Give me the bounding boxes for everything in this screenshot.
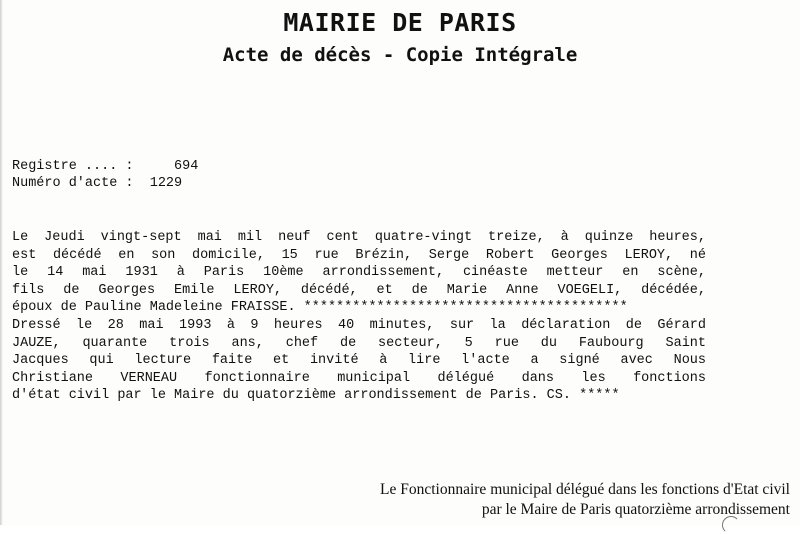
signature-block <box>380 480 790 520</box>
deed-line: Christiane VERNEAU fonctionnaire municipal délégué dans les fonctions <box>12 370 706 386</box>
deed-line: Le Jeudi vingt-sept mai mil neuf cent quatre-vingt treize, à quinze heures, <box>12 230 706 245</box>
deed-line: d'état civil par le Maire du quatorzième arrondissement de Paris. CS. ***** <box>12 388 620 404</box>
scan-edge-shadow <box>0 0 3 525</box>
page-subtitle: Acte de décès - Copie Intégrale <box>222 44 578 66</box>
registry-block <box>12 158 198 192</box>
deed-line: Dressé le 28 mai 1993 à 9 heures 40 minutes, sur la déclaration de Gérard <box>12 317 706 333</box>
deed-line: JAUZE, quarante trois ans, chef de secteur, 5 rue du Faubourg Saint <box>12 335 706 351</box>
acte-label: Numéro d'acte : <box>12 176 134 191</box>
deed-body <box>12 229 706 405</box>
signature-stroke <box>722 516 740 534</box>
deed-line: le 14 mai 1931 à Paris 10ème arrondissement, cinéaste metteur en scène, <box>12 265 706 281</box>
page-title: MAIRIE DE PARIS <box>283 8 517 37</box>
registre-value: 694 <box>174 159 199 174</box>
deed-line: époux de Pauline Madeleine FRAISSE. **************************************** <box>12 300 628 316</box>
deed-line: Jacques qui lecture faite et invité à lire l'acte a signé avec Nous <box>12 353 706 369</box>
deed-line: fils de Georges Emile LEROY, décédé, et de Marie Anne VOEGELI, décédée, <box>12 282 706 298</box>
signature-line-2: par le Maire de Paris quatorzième arrondissement <box>481 501 790 518</box>
acte-value: 1229 <box>149 176 183 191</box>
signature-line-1: Le Fonctionnaire municipal délégué dans les fonctions d'Etat civil <box>380 481 790 498</box>
registre-label: Registre .... : <box>12 159 134 174</box>
deed-line: est décédé en son domicile, 15 rue Brézin, Serge Robert Georges LEROY, né <box>12 247 706 263</box>
